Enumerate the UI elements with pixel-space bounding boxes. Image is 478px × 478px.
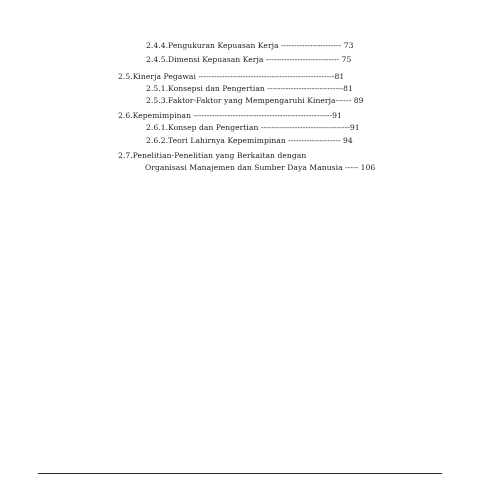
toc-entry-2-6-1[interactable] [146,123,360,133]
toc-entry-text: Konsepsi dan Pengertian -----------------------------81 [168,84,353,93]
toc-entry-number: 2.4.5. [146,55,169,64]
toc-entry-text: Penelitian-Penelitian yang Berkaitan dengan [132,151,307,160]
toc-entry-text: Dimensi Kepuasan Kerja ---------------------------- 75 [168,55,352,64]
toc-entry-2-7-continuation[interactable] [145,163,375,173]
toc-entry-2-5-1[interactable] [146,84,353,94]
toc-entry-number: 2.5. [118,72,133,81]
toc-entry-number: 2.5.1. [146,84,169,93]
toc-entry-text: Konsep dan Pengertian ----------------------------------91 [168,123,360,132]
toc-entry-text: Teori Lahirnya Kepemimpinan -------------------- 94 [168,136,353,145]
toc-entry-2-4-5[interactable] [146,55,351,65]
toc-entry-text: Faktor-Faktor yang Mempengaruhi Kinerja------ 89 [168,96,364,105]
page-bottom-rule [38,473,442,474]
toc-entry-2-6-2[interactable] [146,136,353,146]
toc-entry-2-7[interactable] [118,151,306,161]
toc-entry-text: Kinerja Pegawai ----------------------------------------------------81 [132,72,345,81]
toc-entry-number: 2.4.4. [146,41,169,50]
toc-entry-number: 2.5.3. [146,96,169,105]
toc-entry-number: 2.6.1. [146,123,169,132]
toc-entry-number: 2.6.2. [146,136,169,145]
toc-entry-2-5[interactable] [118,72,344,82]
toc-entry-text: Pengukuran Kepuasan Kerja ----------------------- 73 [168,41,354,50]
toc-entry-text: Kepemimpinan -----------------------------------------------------91 [132,111,342,120]
toc-entry-number: 2.7. [118,151,133,160]
toc-entry-number: 2.6. [118,111,133,120]
toc-entry-2-6[interactable] [118,111,342,121]
toc-entry-2-4-4[interactable] [146,41,353,51]
toc-entry-text: Organisasi Manajemen dan Sumber Daya Manusia ----- 106 [145,163,376,172]
toc-entry-2-5-3[interactable] [146,96,364,106]
